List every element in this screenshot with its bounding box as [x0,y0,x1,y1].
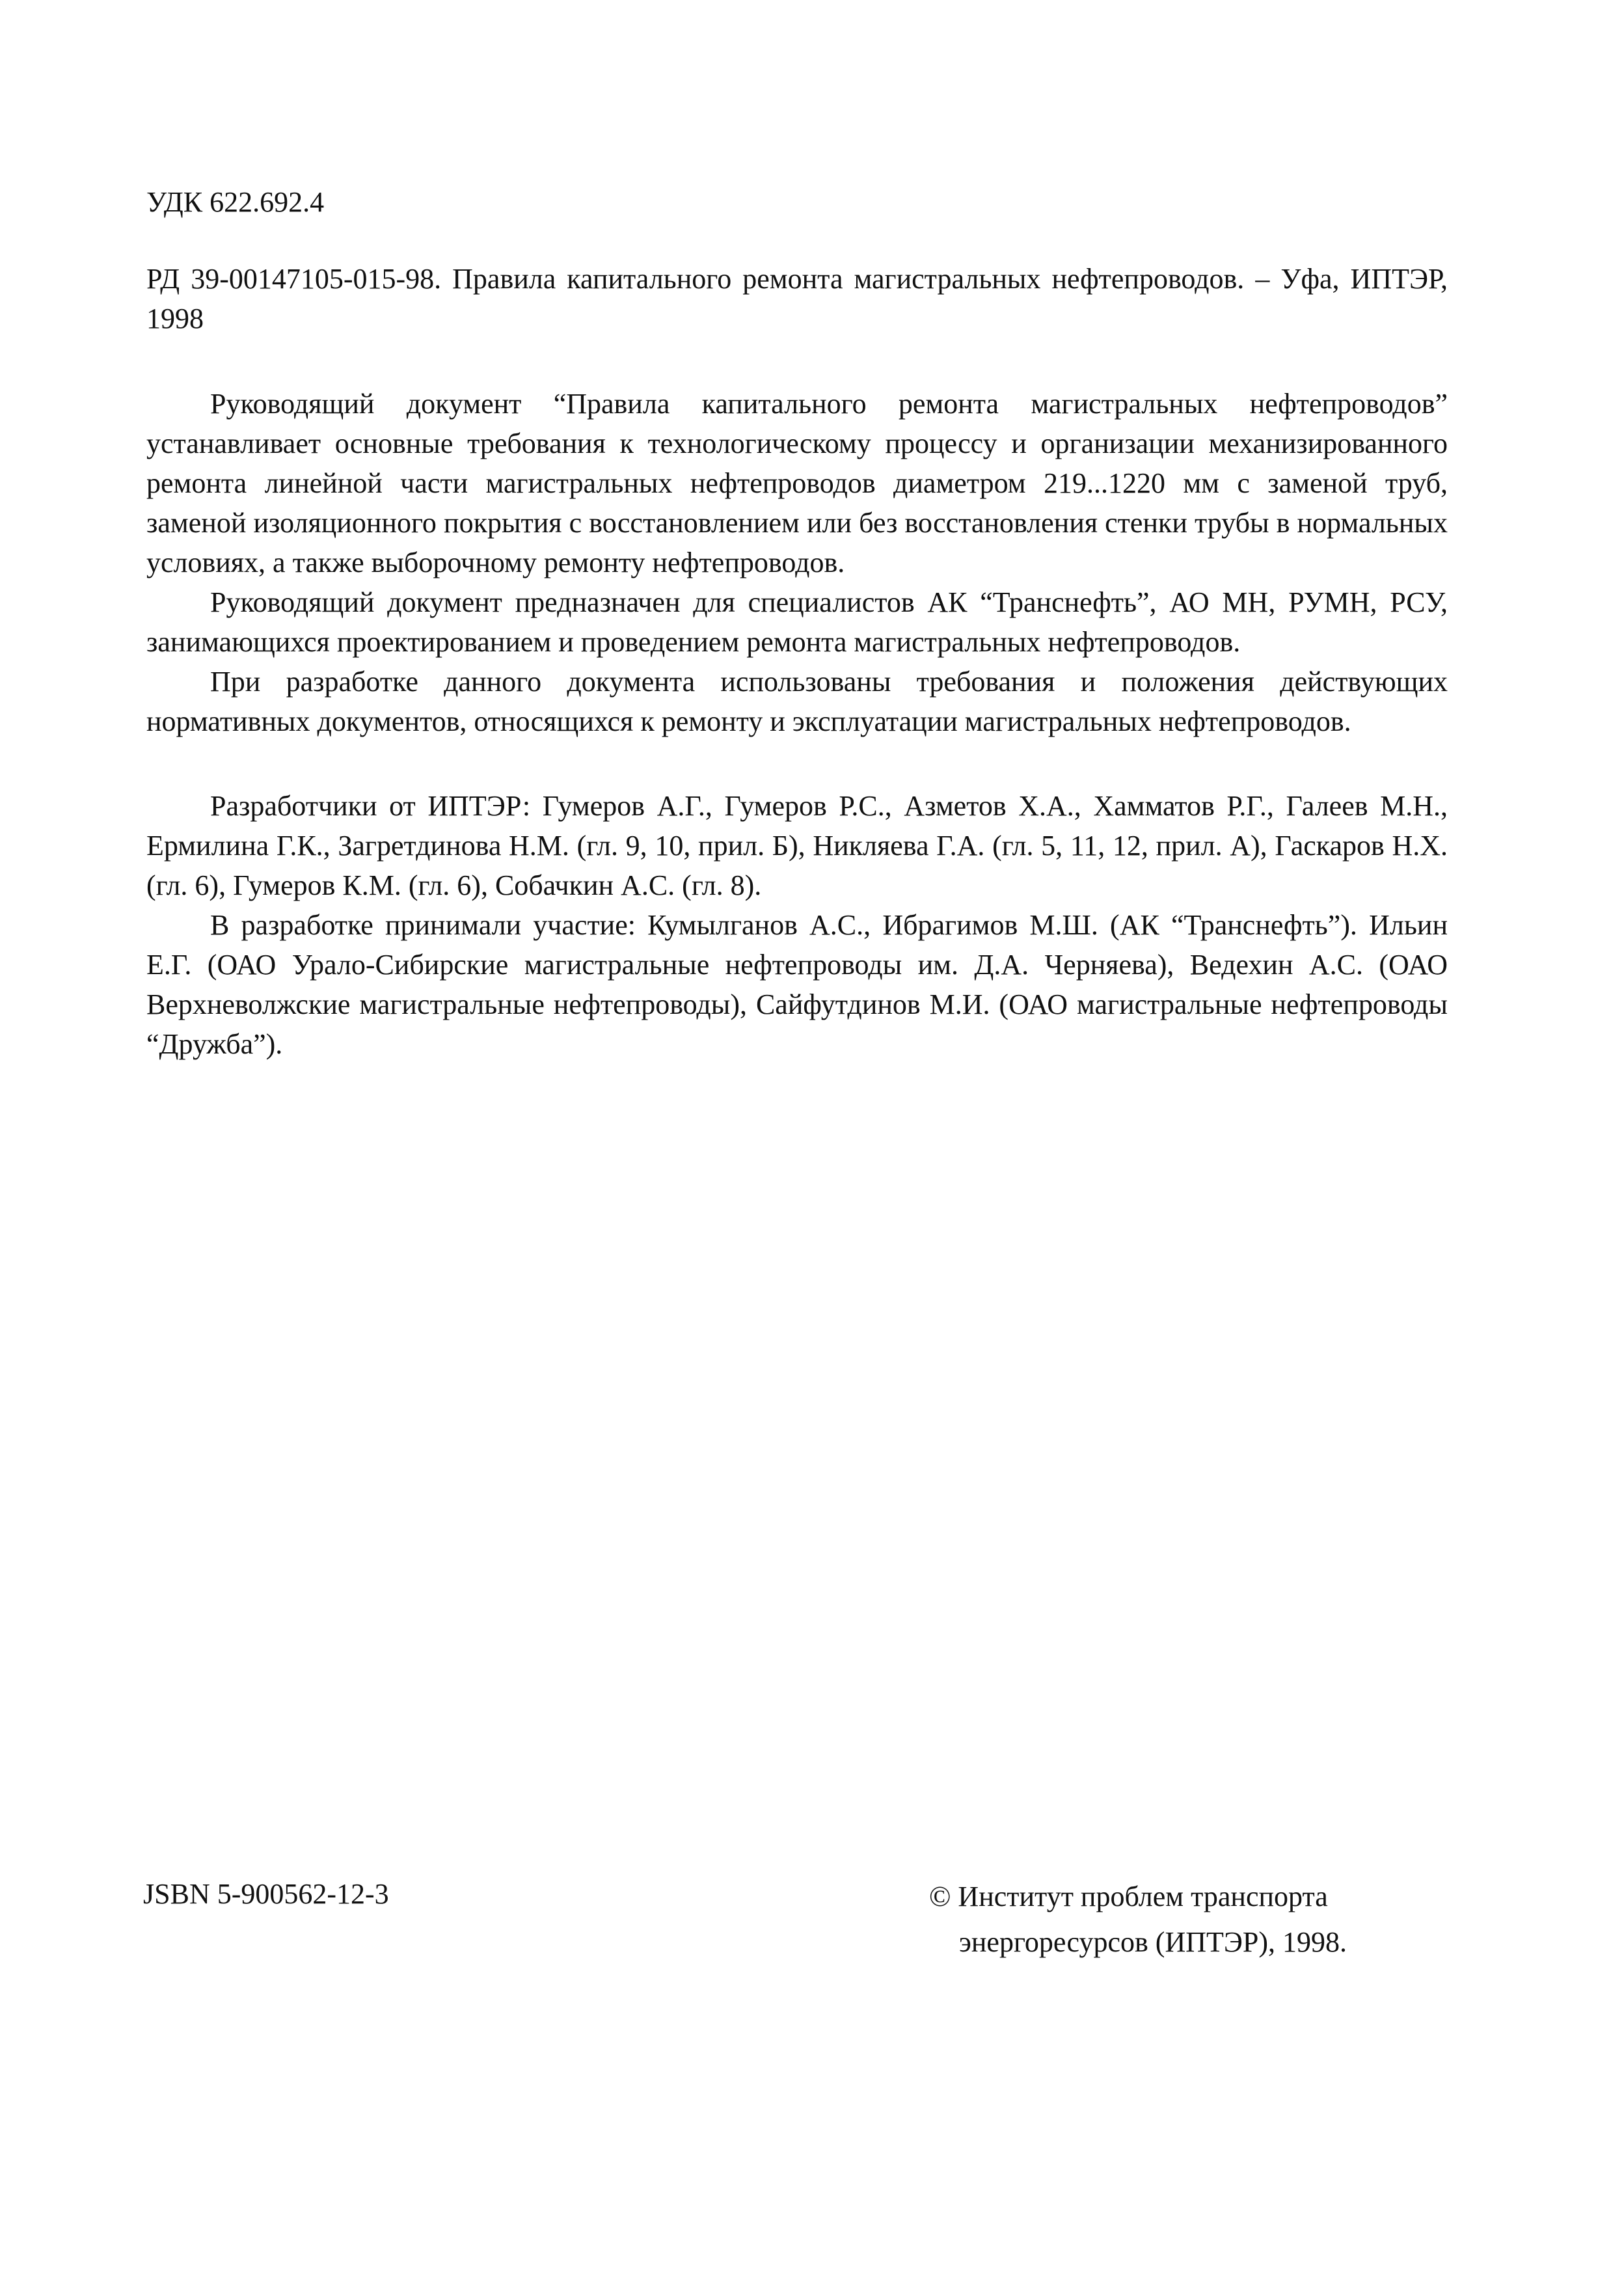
copyright-notice [929,1874,1347,1965]
abstract-paragraph-2: Руководящий документ предназначен для специалистов АК “Транснефть”, АО МН, РУМН, РСУ, занимающихся проектированием и проведением ремонта магистральных нефтепроводов. [146,586,1448,658]
copyright-line-2: энергоресурсов (ИПТЭР), 1998. [959,1926,1347,1958]
abstract-section [146,384,1448,741]
udk-text: УДК 622.692.4 [146,186,325,218]
authors-section [146,786,1448,1064]
developers-paragraph: Разработчики от ИПТЭР: Гумеров А.Г., Гумеров Р.С., Азметов Х.А., Хамматов Р.Г., Галеев М.Н., Ермилина Г.К., Загретдинова Н.М. (гл. 9, 10, прил. Б), Никляева Г.А. (гл. 5, 11, 12, прил. А), Гаскаров Н.Х. (гл. 6), Гумеров К.М. (гл. 6), Собачкин А.С. (гл. 8). [146,790,1448,901]
abstract-paragraph-3: При разработке данного документа использованы требования и положения действующих нормативных документов, относящихся к ремонту и эксплуатации магистральных нефтепроводов. [146,666,1448,737]
isbn-number: JSBN 5-900562-12-3 [143,1878,389,1910]
bibliographic-citation [146,259,1448,338]
abstract-paragraph-1: Руководящий документ “Правила капитального ремонта магистральных нефтепроводов” устанавливает основные требования к технологическому процессу и организации механизированного ремонта линейной части магистральных нефтепроводов диаметром 219...1220 мм с заменой труб, заменой изоляционного покрытия с восстановлением или без восстановления стенки трубы в нормальных условиях, а также выборочному ремонту нефтепроводов. [146,388,1448,578]
copyright-line-1: © Институт проблем транспорта [929,1881,1328,1912]
udk-code [146,182,1448,222]
participants-paragraph: В разработке принимали участие: Кумылганов А.С., Ибрагимов М.Ш. (АК “Транснефть”). Ильин Е.Г. (ОАО Урало-Сибирские магистральные нефтепроводы им. Д.А. Черняева), Ведехин А.С. (ОАО Верхневолжские магистральные нефтепроводы), Сайфутдинов М.И. (ОАО магистральные нефтепроводы “Дружба”). [146,909,1448,1060]
citation-text: РД 39-00147105-015-98. Правила капитального ремонта магистральных нефтепроводов. – Уфа, ИПТЭР, 1998 [146,263,1448,334]
